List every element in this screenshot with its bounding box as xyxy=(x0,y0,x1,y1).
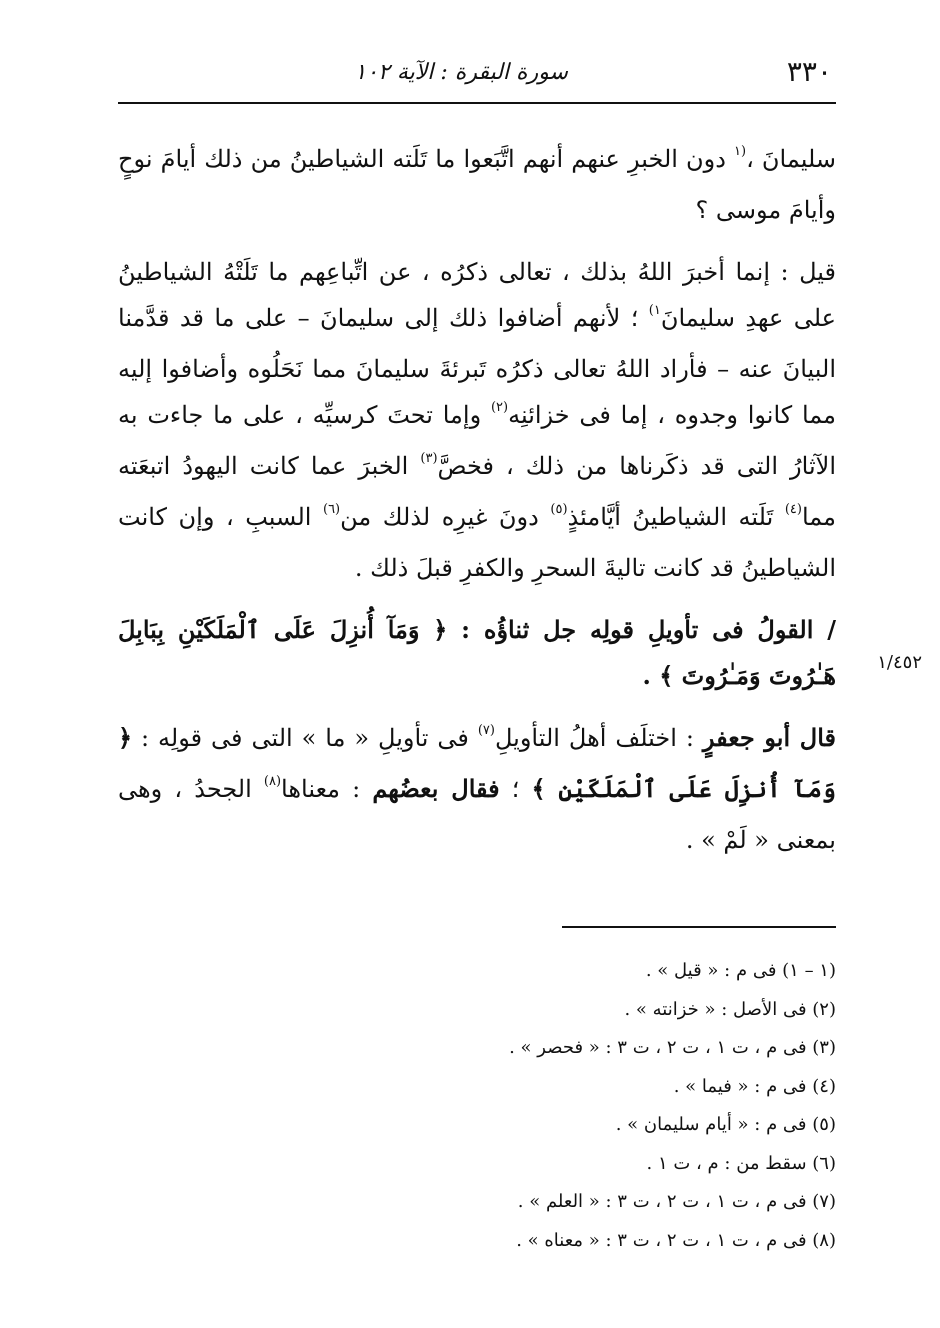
footnote-rule xyxy=(562,926,836,928)
bold-phrase: فقال بعضُهم xyxy=(372,774,500,803)
footnote: (٨) فى م ، ت ١ ، ت ٢ ، ت ٣ : « معناه » . xyxy=(516,1229,836,1251)
footnote-marker: (٨) xyxy=(263,774,282,789)
text-run: تَلَته الشياطينُ أيَّامئذٍ xyxy=(567,503,785,531)
text-run: السببِ ، وإن كانت الشياطينُ قد كانت تاليةَ السحرِ والكفرِ قبلَ ذلك . xyxy=(118,503,836,582)
section-heading: / القولُ فى تأويلِ قولِه جل ثناؤُه : ﴿ وَمَآ أُنزِلَ عَلَى ٱلْمَلَكَيْنِ بِبَابِلَ هَـٰرُوتَ وَمَـٰرُوتَ ﴾ . xyxy=(118,615,836,690)
footnotes xyxy=(118,952,836,1260)
paragraph-3 xyxy=(118,715,836,863)
text-run: فى تأويلِ « ما » التى فى قولِه : xyxy=(132,724,478,752)
footnote-marker: (٢) xyxy=(490,400,509,415)
paragraph-2 xyxy=(118,249,836,591)
text-run: الجحدُ ، وهى بمعنى « لَمْ » . xyxy=(118,775,836,854)
text-run: الخبرَ عما كانت اليهودُ اتبعَته مما xyxy=(118,452,836,531)
text-run: دون الخبرِ عنهم أنهم اتَّبَعوا ما تَلَته الشياطينُ من ذلك أيامَ نوحٍ وأيامَ موسى ؟ xyxy=(118,145,836,224)
text-run: قيل : إنما أخبرَ اللهُ بذلك ، تعالى ذكرُه ، عن اتِّباعِهم ما تَلَتْهُ الشياطينُ على عهدِ سليمانَ xyxy=(118,258,836,332)
header-rule xyxy=(118,102,836,104)
footnote-marker: (٣) xyxy=(420,451,438,466)
margin-reference: ١/٤٥٢ xyxy=(877,652,922,673)
speaker-lead: قال أبو جعفرٍ xyxy=(702,723,837,752)
footnote-marker: (٥) xyxy=(550,502,568,517)
footnote-marker: ١) xyxy=(648,303,661,318)
main-text xyxy=(118,136,836,879)
footnote: (١ – ١) فى م : « قيل » . xyxy=(645,960,836,981)
footnote-marker: (٤) xyxy=(784,502,802,517)
page-number: ٣٣٠ xyxy=(786,55,832,88)
footnote: (٢) فى الأصل : « خزانته » . xyxy=(624,998,836,1020)
running-title: سورة البقرة : الآية ١٠٢ xyxy=(354,60,568,85)
text-run: ؛ لأنهم أضافوا ذلك إلى سليمانَ – على ما قد قدَّمنا البيانَ عنه – فأراد اللهُ تعالى ذكرُه تَبرئةَ سليمانَ مما نَحَلُوه وأضافوا إليه مما كانوا وجدوه ، إما فى خزائنِه xyxy=(118,304,836,429)
text-run: سليمانَ ، xyxy=(746,145,837,173)
footnote: (٣) فى م ، ت ١ ، ت ٢ ، ت ٣ : « فحصر » . xyxy=(509,1037,836,1058)
footnote: (٤) فى م : « فيما » . xyxy=(673,1075,836,1097)
quran-quote: ﴿ وَمَآ أُنزِلَ عَلَى ٱلْمَلَكَيْنِ ﴾ xyxy=(118,723,836,803)
text-run: دونَ غيرِه لذلك من xyxy=(340,503,551,531)
page-header xyxy=(118,52,836,96)
footnote: (٥) فى م : « أيام سليمان » . xyxy=(615,1114,836,1135)
text-run: : اختلَف أهلُ التأويلِ xyxy=(494,724,703,752)
footnote-marker: (١ xyxy=(734,144,747,159)
paragraph-1 xyxy=(118,136,836,233)
text-run: : معناها xyxy=(281,775,373,803)
text-run: ؛ xyxy=(499,775,532,803)
footnote-marker: (٧) xyxy=(477,723,495,738)
footnote: (٦) سقط من : م ، ت ١ . xyxy=(646,1152,836,1174)
footnote-marker: (٦) xyxy=(322,502,341,517)
text-run: وإما تحتَ كرسيِّه ، على ما جاءت به الآثارُ التى قد ذكَرناها من ذلك ، فخصَّ xyxy=(118,401,836,480)
footnote: (٧) فى م ، ت ١ ، ت ٢ ، ت ٣ : « العلم » . xyxy=(517,1191,836,1212)
